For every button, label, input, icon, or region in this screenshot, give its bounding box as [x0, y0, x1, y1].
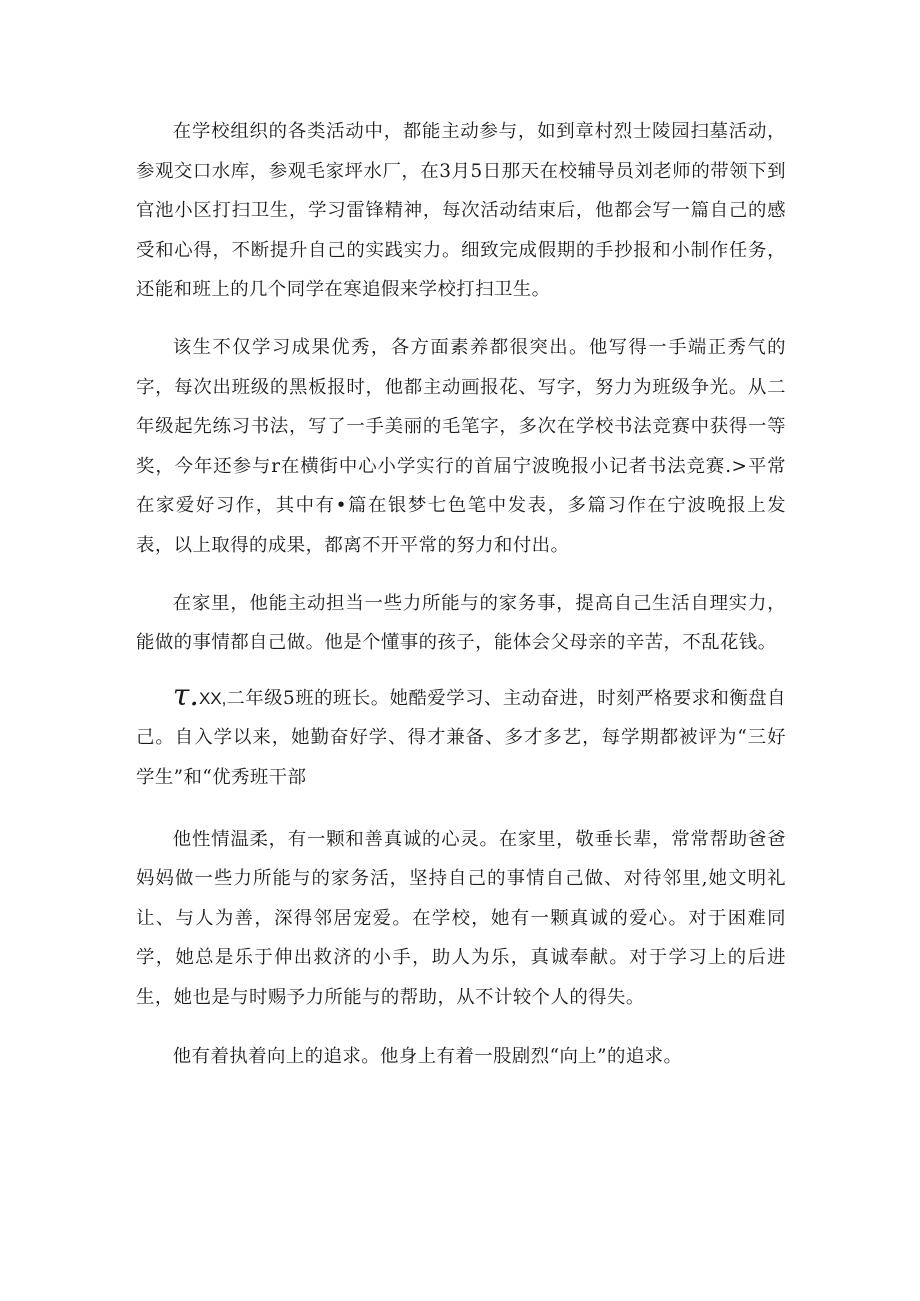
paragraph-name-placeholder: XX,: [198, 688, 227, 708]
paragraph-home-chores: 在家里，他能主动担当一些力所能与的家务事，提高自己生活自理实力，能做的事情都自己做。他是个懂事的孩子，能体会父母亲的辛苦，不乱花钱。: [136, 592, 786, 654]
paragraph-pursuit: 他有着执着向上的追求。他身上有着一股剧烈“向上”的追求。: [172, 1046, 683, 1068]
paragraph-class-monitor: [136, 679, 786, 798]
paragraph-character: 他性情温柔，有一颗和善真诚的心灵。在家里，敬垂长辈，常常帮助爸爸妈妈做一些力所能与的家务活，坚持自己的事情自己做、对待邻里,她文明礼让、与人为善，深得邻居宠爱。在学校，她有一颗真诚的爱心。对于困难同学，她总是乐于伸出救济的小手，助人为乐，真诚奉献。对于学习上的后进生，她也是与时赐予力所能与的帮助，从不计较个人的得失。: [136, 828, 786, 1008]
paragraph-lead-glyph: τ.: [172, 677, 199, 713]
paragraph-activities: 在学校组织的各类活动中，都能主动参与，如到章村烈士陵园扫墓活动，参观交口水库，参观毛家坪水厂，在3月5日那天在校辅导员刘老师的带领下到官池小区打扫卫生，学习雷锋精神，每次活动结束后，他都会写一篇自己的感受和心得，不断提升自己的实践实力。细致完成假期的手抄报和小制作任务，还能和班上的几个同学在寒追假来学校打扫卫生。: [136, 121, 786, 301]
paragraph-class-monitor-text: 二年级5班的班长。她酷爱学习、主动奋进，时刻严格要求和衡盘自己。自入学以来，她勤奋好学、得才兼备、多才多艺，每学期都被评为“三好学生”和“优秀班干部: [136, 687, 786, 788]
paragraph-achievements: 该生不仅学习成果优秀，各方面素养都很突出。他写得一手端正秀气的字，每次出班级的黑板报时，他都主动画报花、写字，努力为班级争光。从二年级起先练习书法，写了一手美丽的毛笔字，多次在学校书法竞赛中获得一等奖，今年还参与r在横街中心小学实行的首届宁波晚报小记者书法竞赛.>平常在家爱好习作，其中有•篇在银梦七色笔中发表，多篇习作在宁波晚报上发表，以上取得的成果，都离不开平常的努力和付出。: [136, 336, 786, 556]
